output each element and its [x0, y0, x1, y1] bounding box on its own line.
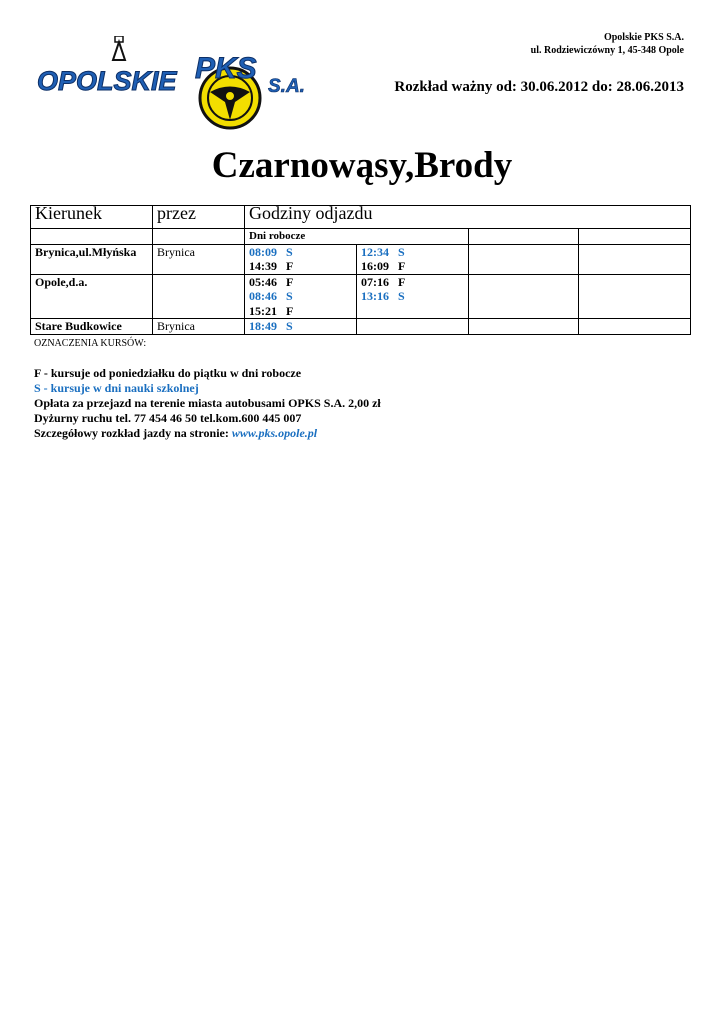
departure-time: [249, 275, 352, 290]
day-type-row: [31, 229, 691, 245]
departure-cell: [357, 274, 469, 319]
time-value: 15:21: [249, 303, 277, 318]
duty-phone: Dyżurny ruchu tel. 77 454 46 50 tel.kom.600 445 007: [34, 411, 302, 425]
row-direction: Stare Budkowice: [31, 319, 153, 335]
logo-word-sa: S.A.: [268, 76, 305, 97]
details-line: [34, 426, 381, 441]
departure-cell: [245, 274, 357, 319]
row-direction: Brynica,ul.Młyńska: [31, 244, 153, 274]
course-code: S: [398, 244, 405, 259]
company-name: Opolskie PKS S.A.: [603, 32, 684, 43]
row-via: Brynica: [153, 244, 245, 274]
row-via: Brynica: [153, 319, 245, 335]
departure-time: [249, 289, 352, 304]
empty-cell: [579, 319, 691, 335]
header-departures: Godziny odjazdu: [245, 206, 691, 229]
details-label: Szczegółowy rozkład jazdy na stronie:: [34, 426, 232, 440]
legend-title: OZNACZENIA KURSÓW:: [34, 338, 147, 349]
company-address: ul. Rodziewiczówny 1, 45-348 Opole: [530, 45, 684, 56]
departure-cell: [245, 244, 357, 274]
course-code: F: [398, 274, 406, 289]
validity-period: Rozkład ważny od: 30.06.2012 do: 28.06.2013: [394, 79, 684, 95]
departure-cell: [357, 319, 469, 335]
course-code: S: [286, 244, 293, 259]
departure-time: [361, 245, 464, 260]
time-value: 08:09: [249, 244, 277, 259]
row-direction: Opole,d.a.: [31, 274, 153, 319]
table-row: [31, 244, 691, 274]
row-via: [153, 274, 245, 319]
departure-time: [249, 304, 352, 319]
course-code: S: [398, 289, 405, 303]
time-value: 13:16: [361, 289, 389, 303]
departure-time: [249, 259, 352, 274]
departure-time: [249, 245, 352, 260]
course-code: S: [286, 289, 293, 303]
time-value: 05:46: [249, 274, 277, 289]
empty-cell: [579, 274, 691, 319]
course-code: F: [286, 259, 294, 273]
time-value: 12:34: [361, 244, 389, 259]
departure-time: [361, 275, 464, 290]
departure-cell: [245, 319, 357, 335]
course-code: F: [398, 259, 406, 273]
header-direction: Kierunek: [31, 206, 153, 229]
table-row: [31, 319, 691, 335]
details-link[interactable]: www.pks.opole.pl: [231, 426, 318, 440]
course-code: S: [286, 319, 293, 333]
timetable-header: [31, 206, 691, 229]
fare-info: Opłata za przejazd na terenie miasta autobusami OPKS S.A. 2,00 zł: [34, 396, 381, 410]
time-value: 08:46: [249, 289, 277, 303]
empty-cell: [469, 244, 579, 274]
legend-f: F - kursuje od poniedziałku do piątku w dni robocze: [34, 366, 302, 380]
company-info: [531, 31, 684, 57]
logo-word-pks: PKS: [195, 52, 257, 85]
day-type-label: Dni robocze: [245, 229, 469, 245]
timetable-rows: [31, 244, 691, 334]
time-value: 14:39: [249, 259, 277, 273]
course-code: F: [286, 303, 294, 318]
opolskie-pks-logo: [35, 36, 320, 136]
time-value: 16:09: [361, 259, 389, 273]
departure-time: [249, 319, 352, 334]
empty-cell: [579, 244, 691, 274]
table-row: [31, 274, 691, 319]
stop-title: Czarnowąsy,Brody: [211, 145, 513, 186]
timetable: [30, 205, 691, 335]
notes: [34, 366, 381, 441]
departure-cell: [357, 244, 469, 274]
logo-word-opolskie: OPOLSKIE: [37, 66, 177, 96]
time-value: 18:49: [249, 319, 277, 333]
legend-s: S - kursuje w dni nauki szkolnej: [34, 381, 199, 395]
departure-time: [361, 259, 464, 274]
header-via: przez: [153, 206, 245, 229]
time-value: 07:16: [361, 274, 389, 289]
empty-cell: [469, 319, 579, 335]
departure-time: [361, 289, 464, 304]
empty-cell: [469, 274, 579, 319]
course-code: F: [286, 274, 294, 289]
